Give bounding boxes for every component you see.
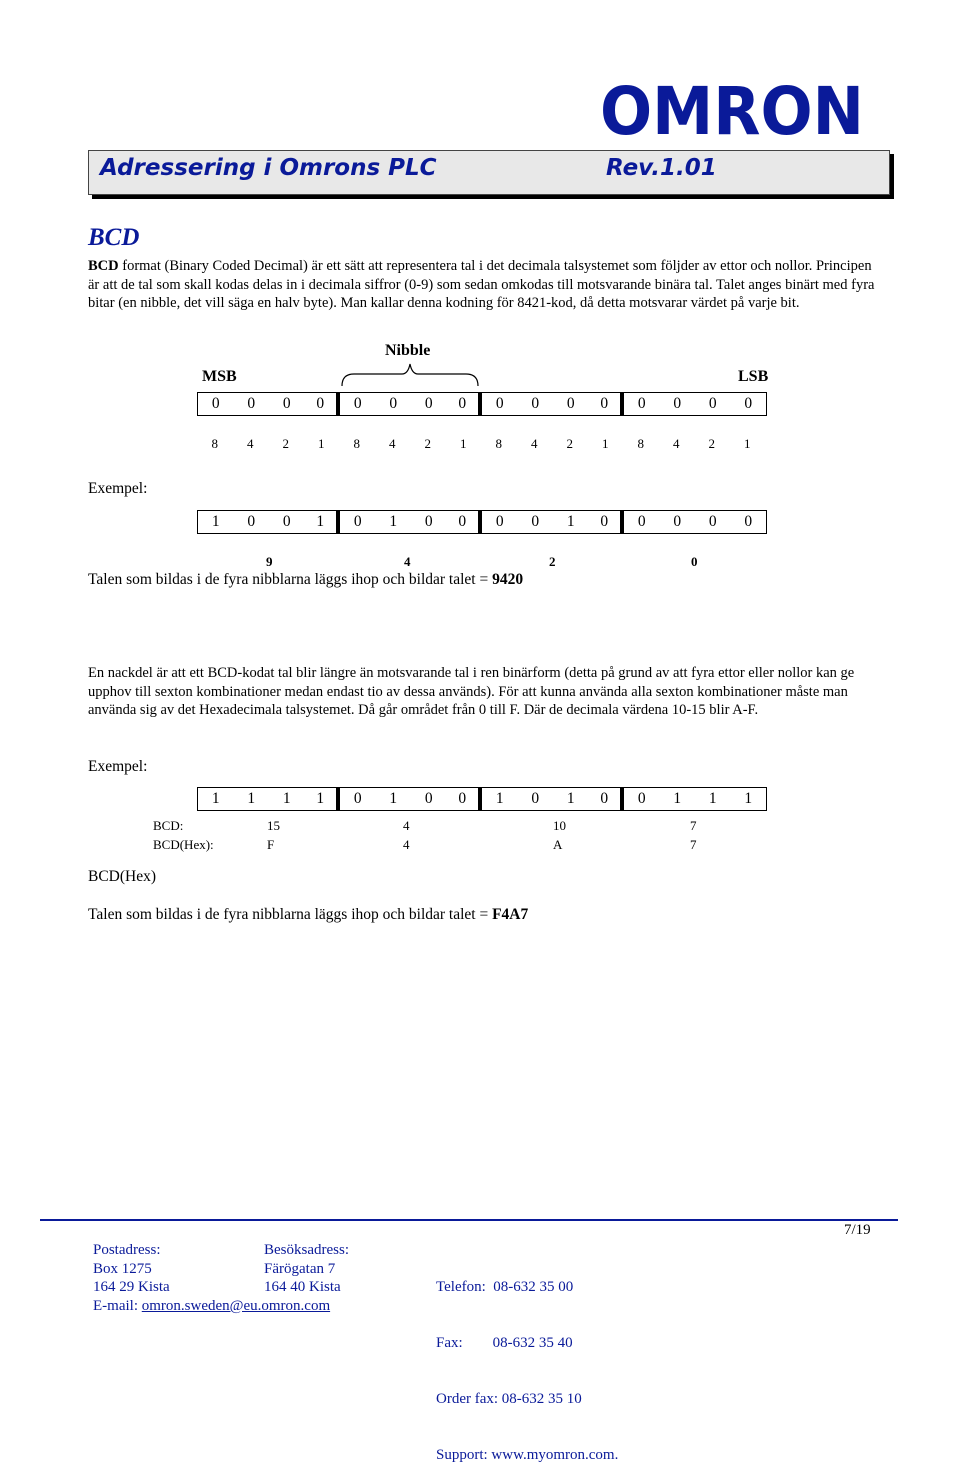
bit-weight: 1 (460, 436, 467, 451)
hex-label: BCD(Hex): (153, 837, 214, 852)
logo-text: OMRON (600, 84, 864, 138)
bit-cell: 0 (589, 511, 625, 533)
bit-cell: 0 (566, 395, 575, 412)
bit-cell: 0 (673, 395, 682, 412)
bit-weight: 2 (424, 436, 431, 451)
bit-cell: 0 (247, 513, 256, 530)
bit-cell: 0 (353, 513, 362, 530)
hex-value: 7 (690, 837, 697, 852)
footer-line: Besöksadress: (264, 1242, 349, 1258)
bit-weight: 8 (495, 436, 502, 451)
footer-line: Fax: 08-632 35 40 (436, 1334, 573, 1351)
bit-cell: 0 (495, 395, 504, 412)
bit-weight: 8 (211, 436, 218, 451)
bit-weight: 8 (637, 436, 644, 451)
bit-register-example2 (197, 787, 767, 811)
header-title: Adressering i Omrons PLC (100, 155, 437, 181)
example1-result-text: Talen som bildas i de fyra nibblarna läggs ihop och bildar talet = (88, 571, 493, 588)
bit-weight: 2 (566, 436, 573, 451)
example2-result (88, 906, 528, 924)
bit-cell: 1 (211, 790, 220, 807)
bit-cell: 1 (673, 790, 682, 807)
bit-weight: 2 (282, 436, 289, 451)
bit-weight: 1 (318, 436, 325, 451)
bit-cell: 0 (589, 788, 625, 810)
bit-cell: 1 (708, 790, 717, 807)
nibble-label: Nibble (385, 342, 431, 359)
bcd-label: BCD: (153, 818, 184, 833)
header-revision: Rev.1.01 (606, 155, 717, 181)
bit-cell: 0 (673, 513, 682, 530)
bit-cell: 0 (424, 513, 433, 530)
footer-line: Färögatan 7 (264, 1260, 336, 1277)
bit-cell: 0 (531, 513, 540, 530)
bit-cell: 0 (447, 788, 483, 810)
example2-result-value: F4A7 (492, 906, 529, 923)
example1-result (88, 571, 523, 589)
bit-weight: 4 (389, 436, 396, 451)
bit-cell: 0 (708, 395, 717, 412)
bit-weight: 2 (708, 436, 715, 451)
bit-cell: 1 (389, 790, 398, 807)
bit-cell: 0 (447, 511, 483, 533)
bit-weight: 4 (247, 436, 254, 451)
bit-cell: 0 (708, 513, 717, 530)
footer-contact (436, 1241, 618, 1483)
bit-weight: 8 (353, 436, 360, 451)
bit-register-example1 (197, 510, 767, 534)
footer-line: 164 29 Kista (93, 1279, 170, 1296)
footer-email-line (93, 1297, 330, 1316)
footer-line: Box 1275 (93, 1260, 152, 1277)
intro-bold-lead: BCD (88, 258, 119, 274)
bit-cell: 0 (495, 513, 504, 530)
example1-digit: 9 (266, 554, 273, 569)
bit-cell: 0 (389, 395, 398, 412)
bit-cell: 0 (637, 513, 646, 530)
intro-paragraph (88, 257, 878, 313)
bit-cell: 0 (282, 513, 291, 530)
hex-value: F (267, 837, 275, 852)
bit-cell: 0 (424, 395, 433, 412)
footer-line: Telefon: 08-632 35 00 (436, 1279, 574, 1296)
example2-result-text: Talen som bildas i de fyra nibblarna läggs ihop och bildar talet = (88, 906, 493, 923)
intro-text: format (Binary Coded Decimal) är ett sätt att representera tal i det decimala talsystemet som följder av ettor och nollor. Principen är att de tal som skall kodas delas in i decimala siffror (0-9) som sedan omkodas till motsvarande binära tal. Talet anges binärt med fyra bitar (en nibble, det vill säga en halv byte). Man kallar denna kodning för 8421-kod, då detta motsvarar värdet på varje bit. (88, 258, 875, 312)
bit-weight: 4 (531, 436, 538, 451)
page-number: 7/19 (844, 1222, 871, 1238)
example1-label: Exempel: (88, 480, 148, 497)
footer-line: Support: www.myomron.com. (436, 1446, 619, 1463)
omron-logo (600, 84, 864, 138)
bcd-value: 15 (267, 818, 280, 833)
hex-paragraph: En nackdel är att ett BCD-kodat tal blir längre än motsvarande tal i ren binärform (detta på grund av att fyra ettor eller nollor kan ge upphov till sexton kombinationer medan endast tio av dessa används). För att kunna använda alla sexton kombinationer måste man använda sig av det Hexadecimala talsystemet. Då går området från 0 till F. Där de decimala värdena 10-15 blir A-F. (88, 665, 855, 719)
bit-register-empty (197, 392, 767, 416)
footer-divider (40, 1219, 898, 1221)
example1-digit: 4 (404, 554, 411, 569)
section-title: BCD (88, 224, 140, 251)
bcd-value: 7 (690, 818, 697, 833)
bit-cell: 0 (531, 395, 540, 412)
bit-cell: 1 (305, 511, 341, 533)
bit-cell: 1 (211, 513, 220, 530)
bit-cell: 0 (305, 393, 341, 415)
bcd-value: 10 (553, 818, 566, 833)
lsb-label: LSB (738, 368, 769, 385)
bit-cell: 1 (389, 513, 398, 530)
bit-cell: 1 (744, 790, 753, 807)
bit-cell: 0 (744, 513, 753, 530)
bit-cell: 1 (566, 513, 575, 530)
hex-value: A (553, 837, 563, 852)
example1-digit: 0 (691, 554, 698, 569)
bit-cell: 0 (637, 395, 646, 412)
bit-cell: 0 (637, 790, 646, 807)
example1-result-value: 9420 (492, 571, 524, 588)
footer-line: Order fax: 08-632 35 10 (436, 1390, 582, 1407)
bit-cell: 1 (566, 790, 575, 807)
bit-cell: 1 (247, 790, 256, 807)
bit-weight: 1 (744, 436, 751, 451)
bit-cell: 0 (247, 395, 256, 412)
bit-weights-row (197, 436, 765, 452)
nibble-brace-icon (340, 362, 480, 388)
bit-cell: 0 (589, 393, 625, 415)
bit-cell: 0 (211, 395, 220, 412)
footer-line: Postadress: (93, 1242, 161, 1258)
example1-digit: 2 (549, 554, 556, 569)
bit-cell: 0 (531, 790, 540, 807)
bit-cell: 0 (353, 395, 362, 412)
example2-label: Exempel: (88, 758, 148, 775)
footer-email-link[interactable]: omron.sweden@eu.omron.com (141, 1297, 331, 1314)
bit-cell: 1 (495, 790, 504, 807)
bit-cell: 0 (282, 395, 291, 412)
bit-cell: 0 (447, 393, 483, 415)
hex-value: 4 (403, 837, 410, 852)
bit-cell: 0 (424, 790, 433, 807)
bit-weight: 4 (673, 436, 680, 451)
bcd-value: 4 (403, 818, 410, 833)
msb-label: MSB (202, 368, 237, 385)
footer-line: 164 40 Kista (264, 1279, 341, 1296)
footer-email-prefix: E-mail: (93, 1297, 142, 1314)
bit-weight: 1 (602, 436, 609, 451)
bit-cell: 1 (305, 788, 341, 810)
bit-cell: 0 (744, 395, 753, 412)
bit-cell: 1 (282, 790, 291, 807)
bit-cell: 0 (353, 790, 362, 807)
bcd-hex-side-label: BCD(Hex) (88, 868, 157, 885)
footer-visit-address (264, 1241, 349, 1297)
